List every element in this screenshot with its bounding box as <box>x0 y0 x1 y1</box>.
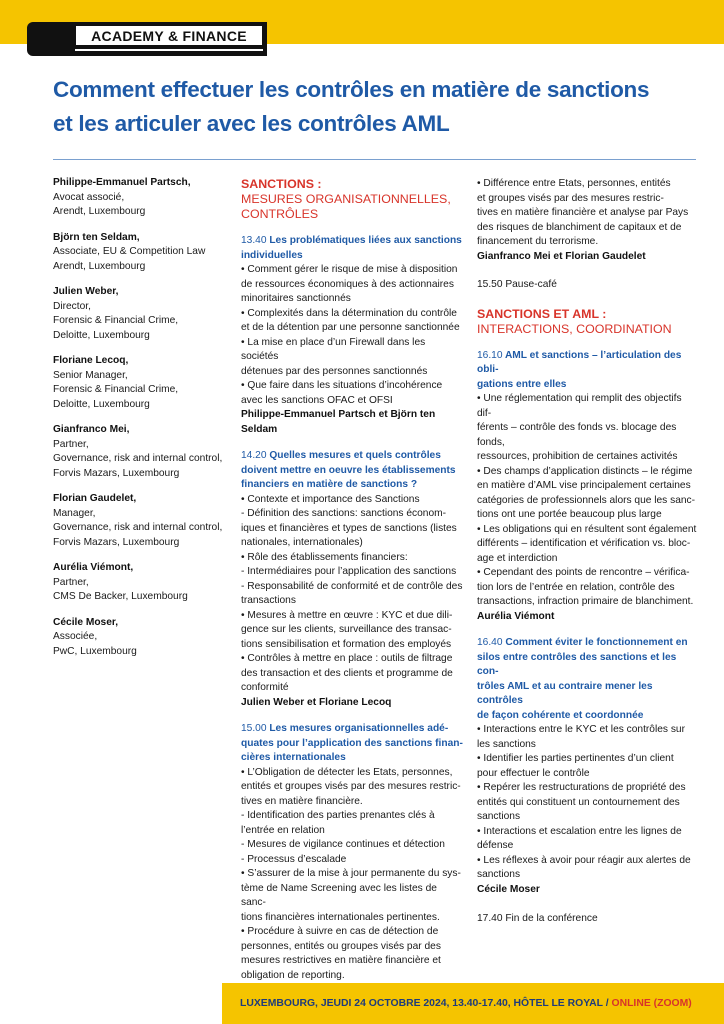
bullet-line: en matière d’AML vise principalement certaines <box>477 480 691 491</box>
speaker-affiliation: Forensic & Financial Crime, <box>53 315 179 326</box>
session-title-text: de façon cohérente et coordonnée <box>477 709 644 721</box>
bullet-line: • Différence entre Etats, personnes, entités <box>477 178 671 189</box>
event-location-date: LUXEMBOURG, JEUDI 24 OCTOBRE 2024, 13.40-17.40, HÔTEL LE ROYAL / <box>240 998 612 1009</box>
bullet-line: férents – contrôle des fonds vs. blocage des fonds, <box>477 422 677 448</box>
bullet-line: tions sensibilisation et formation des employés <box>241 638 452 650</box>
session-title-line <box>477 680 697 709</box>
speaker-entry <box>53 423 233 481</box>
session-title-text: Les problématiques liées aux sanctions <box>266 235 462 246</box>
session-time: 13.40 <box>241 235 267 246</box>
bullet-line: de ressources économiques à des actionnaires <box>241 278 454 290</box>
bullet-line: pour effectuer le contrôle <box>477 767 590 779</box>
section-heading-line: CONTRÔLES <box>241 207 319 221</box>
speaker-affiliation: Partner, <box>53 438 89 450</box>
speaker-affiliation: Senior Manager, <box>53 369 128 381</box>
bullet-line: • Interactions entre le KYC et les contrôles sur <box>477 724 685 735</box>
bullet-line: - Responsabilité de conformité et de contrôle des <box>241 580 463 592</box>
session-title-text: AML et sanctions – l’articulation des obli- <box>477 349 682 375</box>
session-bullets <box>241 766 463 984</box>
bullet-line: • Identifier les parties pertinentes d’un client <box>477 753 674 764</box>
session-title-text: cières internationales <box>241 752 346 763</box>
speaker-entry <box>53 561 233 605</box>
bullet-line: tions ont une portée beaucoup plus large <box>477 509 662 520</box>
bullet-line: • Procédure à suivre en cas de détection de <box>241 926 439 937</box>
speaker-affiliation: Associée, <box>53 631 98 642</box>
session-bullets <box>241 263 463 408</box>
bullet-line: des transaction et des clients et programme de <box>241 667 453 679</box>
speaker-affiliation: Associate, EU & Competition Law <box>53 246 206 257</box>
page-title <box>53 73 713 141</box>
section-heading-line: INTERACTIONS, COORDINATION <box>477 321 672 336</box>
speaker-entry <box>53 354 233 412</box>
bullet-line: catégories de professionnels alors que les sanc- <box>477 494 696 506</box>
session-title-text: Quelles mesures et quels contrôles <box>266 450 441 461</box>
session-bullets <box>477 723 697 883</box>
session-title-line <box>477 636 697 651</box>
speaker-affiliation: Arendt, Luxembourg <box>53 260 146 272</box>
bullet-line: age et interdiction <box>477 552 558 564</box>
session-title-text: financiers en matière de sanctions ? <box>241 479 418 490</box>
session-1640 <box>477 636 697 897</box>
bullet-line: mesures restrictives en matière financière et <box>241 955 441 966</box>
bullet-line: nationales, internationales) <box>241 537 363 548</box>
bullet-line: • Repérer les restructurations de propriété des <box>477 782 686 793</box>
session-1340 <box>241 234 463 437</box>
session-presenters: Cécile Moser <box>477 883 540 895</box>
bullet-line: des risques de blanchiment de capitaux et de <box>477 221 682 233</box>
event-online: ONLINE (ZOOM) <box>611 998 692 1009</box>
bullet-line: • Les réflexes à avoir pour réagir aux alertes de <box>477 854 691 866</box>
session-presenters: Julien Weber et Floriane Lecoq <box>241 696 392 708</box>
speaker-name: Philippe-Emmanuel Partsch, <box>53 177 191 188</box>
session-1500-continued <box>477 177 697 250</box>
bullet-line: obligation de reporting. <box>241 969 345 981</box>
speaker-affiliation: Director, <box>53 300 91 312</box>
session-title <box>241 234 463 263</box>
bullet-line: sanctions <box>477 811 521 822</box>
speaker-affiliation: Forensic & Financial Crime, <box>53 384 179 395</box>
session-time: 16.40 <box>477 637 503 648</box>
bullet-line: transactions, infraction primaire de blanchiment. <box>477 596 694 607</box>
bullet-line: • Complexités dans la détermination du contrôle <box>241 307 457 319</box>
bullet-line: différents – identification et vérification vs. bloc- <box>477 538 691 549</box>
session-bullets <box>241 493 463 696</box>
bullet-line: • Contexte et importance des Sanctions <box>241 493 420 505</box>
speaker-affiliation: PwC, Luxembourg <box>53 645 137 657</box>
session-title-line <box>241 751 463 766</box>
speaker-affiliation: Governance, risk and internal control, <box>53 522 223 533</box>
session-time: 14.20 <box>241 450 267 461</box>
section-sanctions-heading-bold: SANCTIONS : <box>241 177 322 191</box>
session-title <box>241 722 463 766</box>
session-title-line <box>241 478 463 493</box>
bullet-line: tions financières internationales pertinentes. <box>241 911 440 923</box>
bullet-line: tème de Name Screening avec les listes de sanc- <box>241 882 437 908</box>
session-1500 <box>241 722 463 983</box>
bullet-line: gence sur les clients, surveillance des transac- <box>241 624 452 635</box>
session-presenters: Philippe-Emmanuel Partsch et Björn ten Seldam <box>241 409 436 435</box>
speaker-name: Gianfranco Mei, <box>53 424 130 435</box>
bullet-line: personnes, entités ou groupes visés par des <box>241 940 441 952</box>
bullet-line: • L’Obligation de détecter les Etats, personnes, <box>241 766 453 778</box>
conference-end: 17.40 Fin de la conférence <box>477 913 598 924</box>
session-title-text: gations entre elles <box>477 378 567 390</box>
session-title-line <box>477 709 697 724</box>
bullet-line: avec les sanctions OFAC et OFSI <box>241 394 393 406</box>
bullet-line: • Interactions et escalation entre les lignes de <box>477 825 682 837</box>
session-title-line <box>241 234 463 249</box>
session-title-line <box>241 249 463 264</box>
session-title-text: individuelles <box>241 249 303 261</box>
speakers-column <box>53 176 233 670</box>
bullet-line: • Des champs d’application distincts – le régime <box>477 465 693 477</box>
speaker-affiliation: Partner, <box>53 576 89 588</box>
bullet-line: • S’assurer de la mise à jour permanente du sys- <box>241 868 461 879</box>
speaker-name: Björn ten Seldam, <box>53 231 140 243</box>
speaker-entry <box>53 616 233 660</box>
session-title-line <box>241 722 463 737</box>
speaker-entry <box>53 492 233 550</box>
section-sanctions-heading <box>241 177 463 222</box>
bullet-line: tives en matière financière et analyse par Pays <box>477 207 689 218</box>
bullet-line: défense <box>477 840 514 851</box>
bullet-line: et de la détention par une personne sanctionnée <box>241 322 460 333</box>
bullet-line: entités et groupes visés par des mesures restric- <box>241 781 461 792</box>
bullet-line: iques et financières et types de sanctions (listes <box>241 522 457 534</box>
logo-underline <box>75 49 263 51</box>
bullet-line: et groupes visés par des mesures restric- <box>477 192 664 204</box>
bullet-line: entités qui constituent un contournement des <box>477 796 680 808</box>
program-column-left <box>241 177 463 983</box>
session-1420 <box>241 449 463 710</box>
session-1610 <box>477 349 697 625</box>
speaker-name: Aurélia Viémont, <box>53 562 134 573</box>
session-title <box>477 636 697 723</box>
event-details <box>240 983 692 1024</box>
bullet-line: • La mise en place d’un Firewall dans les sociétés <box>241 336 426 362</box>
bullet-line: • Rôle des établissements financiers: <box>241 551 408 563</box>
speaker-affiliation: Arendt, Luxembourg <box>53 206 146 217</box>
bullet-line: • Une réglementation qui remplit des objectifs dif- <box>477 393 682 419</box>
session-title-text: Les mesures organisationnelles adé- <box>266 723 449 734</box>
bullet-line: financement du terrorisme. <box>477 236 599 247</box>
page-title-line1: Comment effectuer les contrôles en matière de sanctions <box>53 77 650 102</box>
bullet-line: • Mesures à mettre en œuvre : KYC et due dili- <box>241 609 453 621</box>
speaker-entry <box>53 176 233 220</box>
speaker-affiliation: Avocat associé, <box>53 191 125 203</box>
speaker-name: Julien Weber, <box>53 286 119 297</box>
bullet-line: tion lors de l’entrée en relation, contrôle des <box>477 581 675 593</box>
bullet-line: - Mesures de vigilance continues et détection <box>241 839 445 850</box>
bullet-line: • Cependant des points de rencontre – vérifica- <box>477 567 690 578</box>
section-sanctions-aml-heading <box>477 307 697 337</box>
bullet-line: tives en matière financière. <box>241 795 363 807</box>
speaker-affiliation: Deloitte, Luxembourg <box>53 398 150 410</box>
session-title <box>241 449 463 493</box>
session-title-line <box>477 378 697 393</box>
bullet-line: sanctions <box>477 869 521 880</box>
bullet-line: les sanctions <box>477 738 536 750</box>
title-divider <box>53 159 696 160</box>
speaker-name: Floriane Lecoq, <box>53 355 129 366</box>
speaker-affiliation: Manager, <box>53 507 96 519</box>
session-title-line <box>241 449 463 464</box>
bullet-line: • Les obligations qui en résultent sont également <box>477 523 697 535</box>
speaker-name: Cécile Moser, <box>53 616 119 628</box>
brand-logo-text: ACADEMY & FINANCE <box>75 25 263 46</box>
session-title-text: trôles AML et au contraire mener les contrôles <box>477 680 653 706</box>
bullet-line: minoritaires sanctionnés <box>241 293 351 304</box>
speaker-affiliation: Forvis Mazars, Luxembourg <box>53 536 180 548</box>
session-title-line <box>241 737 463 752</box>
bullet-line: • Contrôles à mettre en place : outils de filtrage <box>241 653 453 664</box>
speaker-entry <box>53 285 233 343</box>
page-title-line2: et les articuler avec les contrôles AML <box>53 111 450 136</box>
speaker-affiliation: Governance, risk and internal control, <box>53 453 223 464</box>
session-1500-presenters: Gianfranco Mei et Florian Gaudelet <box>477 250 646 262</box>
bullet-line: ressources, prohibition de certaines activités <box>477 451 678 462</box>
bullet-line: • Que faire dans les situations d’incohérence <box>241 380 443 391</box>
speaker-affiliation: Deloitte, Luxembourg <box>53 329 150 341</box>
session-title-text: quates pour l’application des sanctions finan- <box>241 737 463 749</box>
session-bullets <box>477 392 697 610</box>
bullet-line: détenues par des personnes sanctionnés <box>241 365 428 377</box>
speaker-name: Florian Gaudelet, <box>53 493 137 504</box>
session-title-line <box>477 349 697 378</box>
bullet-line: conformité <box>241 682 289 693</box>
speaker-affiliation: Forvis Mazars, Luxembourg <box>53 467 180 479</box>
session-title-text: Comment éviter le fonctionnement en <box>502 637 688 648</box>
program-column-right <box>477 177 697 927</box>
session-presenters: Aurélia Viémont <box>477 610 555 622</box>
speaker-affiliation: CMS De Backer, Luxembourg <box>53 591 188 602</box>
session-title-text: doivent mettre en oeuvre les établissements <box>241 464 456 476</box>
bullet-line: - Définition des sanctions: sanctions économ- <box>241 508 446 519</box>
session-time: 16.10 <box>477 349 503 361</box>
section-sanctions-aml-heading-bold: SANCTIONS ET AML : <box>477 306 607 321</box>
bullet-line: • Comment gérer le risque de mise à disposition <box>241 264 458 275</box>
brand-logo <box>27 22 267 56</box>
coffee-break: 15.50 Pause-café <box>477 279 557 290</box>
session-time: 15.00 <box>241 723 267 734</box>
bullet-line: l’entrée en relation <box>241 824 325 836</box>
session-title <box>477 349 697 393</box>
session-title-line <box>477 651 697 680</box>
session-title-text: silos entre contrôles des sanctions et les con- <box>477 651 677 677</box>
speaker-entry <box>53 231 233 275</box>
bullet-line: - Intermédiaires pour l’application des sanctions <box>241 566 457 577</box>
bullet-line: transactions <box>241 595 296 606</box>
session-title-line <box>241 464 463 479</box>
bullet-line: - Identification des parties prenantes clés à <box>241 810 435 821</box>
section-heading-line: MESURES ORGANISATIONNELLES, <box>241 192 451 206</box>
bullet-line: - Processus d’escalade <box>241 853 347 865</box>
event-footer <box>222 983 724 1024</box>
